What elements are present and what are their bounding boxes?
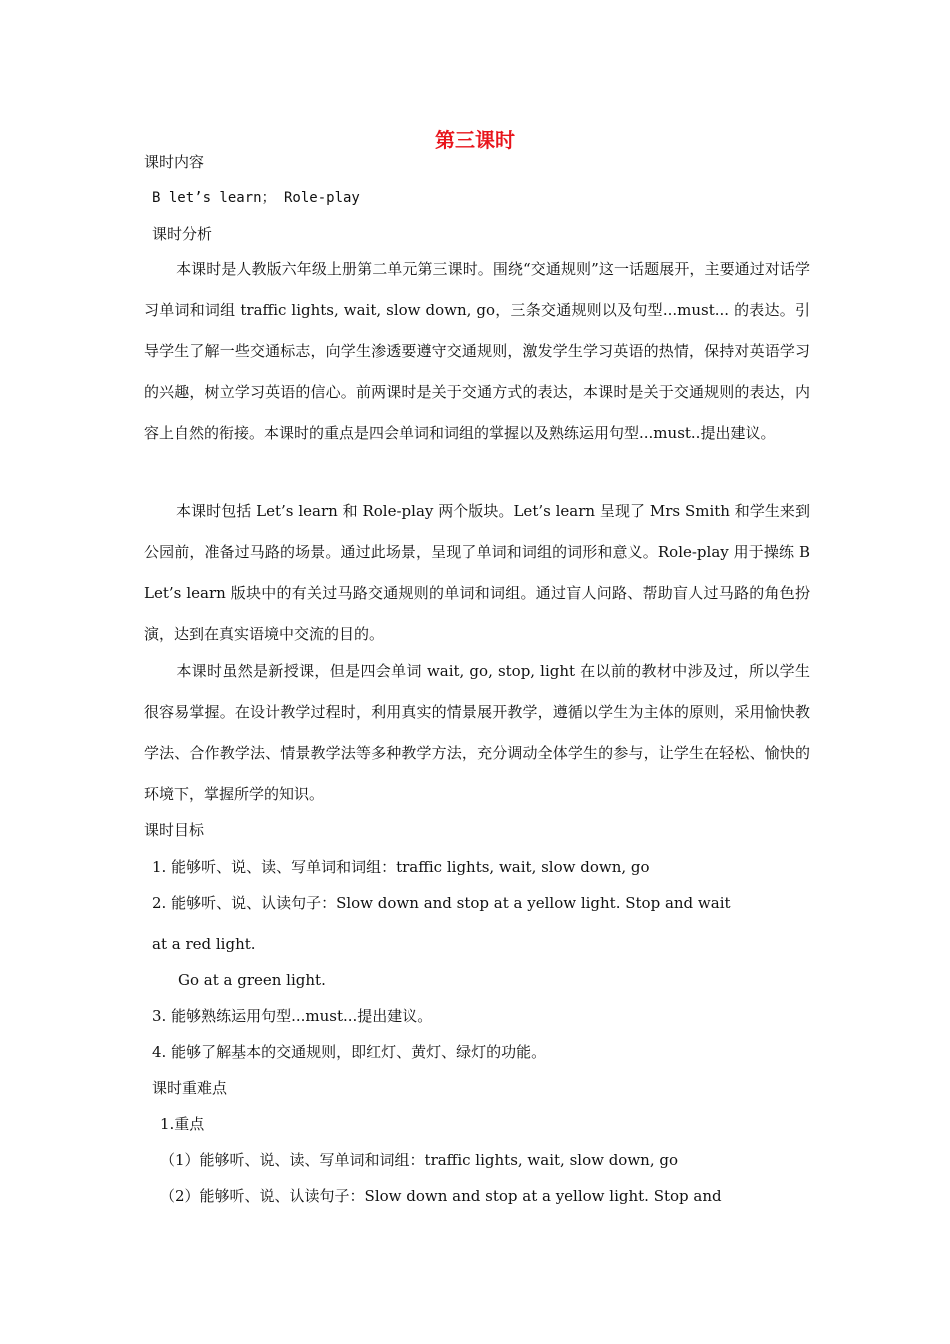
key-point-1a: （1）能够听、说、读、写单词和词组：traffic lights, wait, slow down, go [160, 1151, 679, 1169]
analysis-paragraph-3: 本课时虽然是新授课，但是四会单词 wait, go, stop, light 在以前的教材中涉及过，所以学生很容易掌握。在设计教学过程时，利用真实的情景展开教学，遵循以学生为主体的原则，采用愉快教学法、合作教学法、情景教学法等多种教学方法，充分调动全体学生的参与，让学生在轻松、愉快的环境下，掌握所学的知识。 [144, 662, 810, 803]
page-title: 第三课时 [435, 128, 515, 152]
goal-2-line-1: 2. 能够听、说、认读句子：Slow down and stop at a yellow light. Stop and wait [152, 894, 731, 912]
analysis-paragraph-1: 本课时是人教版六年级上册第二单元第三课时。围绕“交通规则”这一话题展开，主要通过对话学习单词和词组 traffic lights, wait, slow down, go，三条交通规则以及句型...must... 的表达。引导学生了解一些交通标志，向学生渗透要遵守交通规则，激发学生学习英语的热情，保持对英语学习的兴趣，树立学习英语的信心。前两课时是关于交通方式的表达，本课时是关于交通规则的表达，内容上自然的衔接。本课时的重点是四会单词和词组的掌握以及熟练运用句型...must..提出建议。 [144, 260, 810, 442]
heading-lesson-content: 课时内容 [144, 153, 205, 171]
heading-lesson-goals: 课时目标 [144, 821, 205, 839]
key-point-1: 1.重点 [160, 1115, 205, 1133]
goal-3: 3. 能够熟练运用句型...must...提出建议。 [152, 1007, 433, 1025]
analysis-paragraph-2: 本课时包括 Let’s learn 和 Role-play 两个版块。Let’s learn 呈现了 Mrs Smith 和学生来到公园前，准备过马路的场景。通过此场景，呈现了单词和词组的词形和意义。Role-play 用于操练 B Let’s learn 版块中的有关过马路交通规则的单词和词组。通过盲人问路、帮助盲人过马路的角色扮演，达到在真实语境中交流的目的。 [144, 502, 810, 643]
heading-lesson-analysis: 课时分析 [152, 225, 213, 243]
goal-2-line-3: Go at a green light. [178, 971, 326, 989]
goal-1: 1. 能够听、说、读、写单词和词组：traffic lights, wait, slow down, go [152, 858, 650, 876]
lesson-content-line: B let’s learn； Role-play [152, 190, 360, 206]
goal-2-line-2: at a red light. [152, 935, 256, 953]
key-point-1b: （2）能够听、说、认读句子：Slow down and stop at a yellow light. Stop and [160, 1187, 722, 1205]
heading-key-points: 课时重难点 [152, 1079, 228, 1097]
goal-4: 4. 能够了解基本的交通规则，即红灯、黄灯、绿灯的功能。 [152, 1043, 547, 1061]
